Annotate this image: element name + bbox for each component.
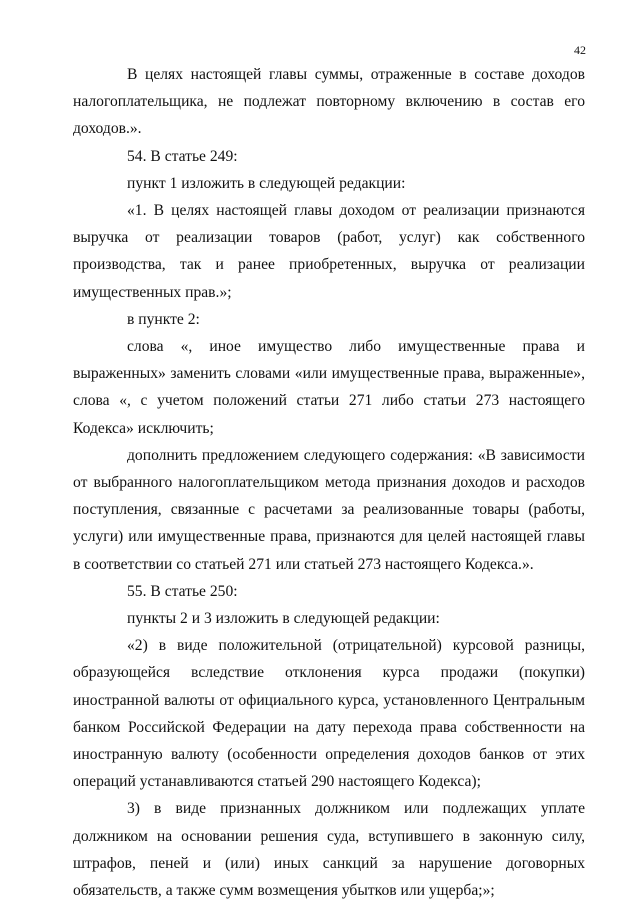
paragraph-add-sentence: дополнить предложением следующего содержания: «В зависимости от выбранного налогоплательщиком метода признания доходов и расходов поступления, связанные с расчетами за реализованные товары (работы, услуги) или имущественные права, признаются для целей настоящей главы в соответствии со статьей 271 или статьей 273 настоящего Кодекса.». bbox=[73, 446, 585, 573]
paragraph-summary-end: В целях настоящей главы суммы, отраженные в составе доходов налогоплательщика, не подлежат повторному включению в состав его доходов.». bbox=[73, 66, 585, 138]
paragraph-points-2-3-intro: пункты 2 и 3 изложить в следующей редакции: bbox=[127, 610, 440, 628]
paragraph-point-1-intro: пункт 1 изложить в следующей редакции: bbox=[127, 174, 406, 192]
page-number: 42 bbox=[574, 43, 586, 57]
paragraph-item-54: 54. В статье 249: bbox=[127, 147, 238, 165]
paragraph-point-2-text: «2) в виде положительной (отрицательной) курсовой разницы, образующейся вследствие отклонения курса продажи (покупки) иностранной валюты от официального курса, установленного Центральным банком Российской Федерации на дату перехода права собственности на иностранную валюту (особенности определения доходов банков от этих операций устанавливаются статьей 290 настоящего Кодекса); bbox=[73, 637, 585, 791]
paragraph-point-2-intro: в пункте 2: bbox=[127, 310, 200, 328]
paragraph-point-1-text: «1. В целях настоящей главы доходом от реализации признаются выручка от реализации товаров (работ, услуг) как собственного производства, так и ранее приобретенных, выручка от реализации имущественных прав.»; bbox=[73, 202, 585, 301]
paragraph-item-55: 55. В статье 250: bbox=[127, 582, 238, 600]
paragraph-words-replace: слова «, иное имущество либо имущественные права и выраженных» заменить словами «или имущественные права, выраженные», слова «, с учетом положений статьи 271 либо статьи 273 настоящего Кодекса» исключить; bbox=[73, 338, 585, 437]
paragraph-point-3-text: 3) в виде признанных должником или подлежащих уплате должником на основании решения суда, вступившего в законную силу, штрафов, пеней и (или) иных санкций за нарушение договорных обязательств, а также сумм возмещения убытков или ущерба;»; bbox=[73, 800, 585, 900]
document-body bbox=[73, 61, 585, 904]
